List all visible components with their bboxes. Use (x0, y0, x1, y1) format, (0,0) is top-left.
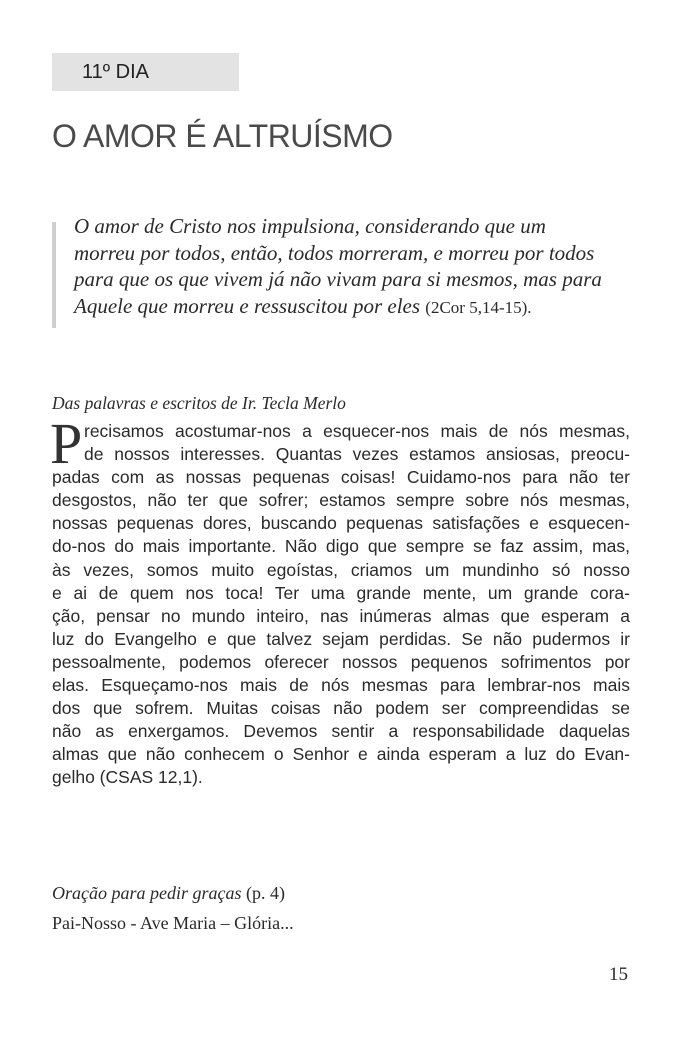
body-text (50, 411, 630, 790)
prayer-text: Pai-Nosso - Ave Maria – Glória... (52, 913, 294, 933)
quote-reference: (2Cor 5,14-15). (425, 297, 532, 317)
quote-text: Aquele que morreu e ressuscitou por eles (74, 293, 421, 318)
body-line-last: gelho (CSAS 12,1). (52, 767, 203, 788)
prayer-page-ref: (p. 4) (246, 883, 285, 903)
quote-line: para que os que vivem já não vivam para si mesmos, mas para (74, 267, 602, 291)
body-line: desgostos, não ter que sofrer; estamos sempre sobre nós mesmas, (52, 490, 630, 511)
prayer-heading (52, 881, 285, 905)
body-line: almas que não conhecem o Senhor e ainda esperam a luz do Evan- (52, 744, 630, 765)
scripture-quote (74, 213, 634, 321)
body-line: do-nos do mais importante. Não digo que sempre se faz assim, mas, (52, 536, 630, 557)
body-line: ção, pensar no mundo inteiro, nas inúmeras almas que esperam a (52, 605, 630, 626)
body-line: dos que sofrem. Muitas coisas não podem ser compreendidas se (52, 698, 630, 719)
quote-line: morreu por todos, então, todos morreram, e morreu por todos (74, 240, 595, 265)
body-line: padas com as nossas pequenas coisas! Cuidamo-nos para não ter (52, 467, 630, 488)
drop-cap: P (50, 411, 83, 476)
body-line: de nossos interesses. Quantas vezes estamos ansiosas, preocu- (84, 444, 630, 465)
prayer-heading-text: Oração para pedir graças (52, 883, 242, 903)
body-line: recisamos acostumar-nos a esquecer-nos mais de nós mesmas, (84, 421, 630, 441)
body-line: às vezes, somos muito egoístas, criamos um mundinho só nosso (52, 559, 630, 580)
body-line: e ai de quem nos toca! Ter uma grande mente, um grande cora- (52, 582, 630, 603)
quote-line-last (74, 293, 634, 322)
quote-line: O amor de Cristo nos impulsiona, considerando que um (74, 214, 546, 238)
page-title: O AMOR É ALTRUÍSMO (52, 118, 393, 154)
source-attribution: Das palavras e escritos de Ir. Tecla Merlo (52, 393, 346, 413)
body-line: pessoalmente, podemos oferecer nossos pequenos sofrimentos por (52, 651, 630, 672)
day-label: 11º DIA (52, 53, 239, 91)
body-line: elas. Esqueçamo-nos mais de nós mesmas para lembrar-nos mais (52, 675, 630, 696)
body-line: não as enxergamos. Devemos sentir a responsabilidade daquelas (52, 721, 630, 742)
body-line: nossas pequenas dores, buscando pequenas satisfações e esquecen- (52, 513, 630, 534)
body-line: luz do Evangelho e que talvez sejam perdidas. Se não pudermos ir (52, 628, 630, 649)
page-number: 15 (609, 964, 628, 985)
quote-bar (52, 222, 56, 328)
